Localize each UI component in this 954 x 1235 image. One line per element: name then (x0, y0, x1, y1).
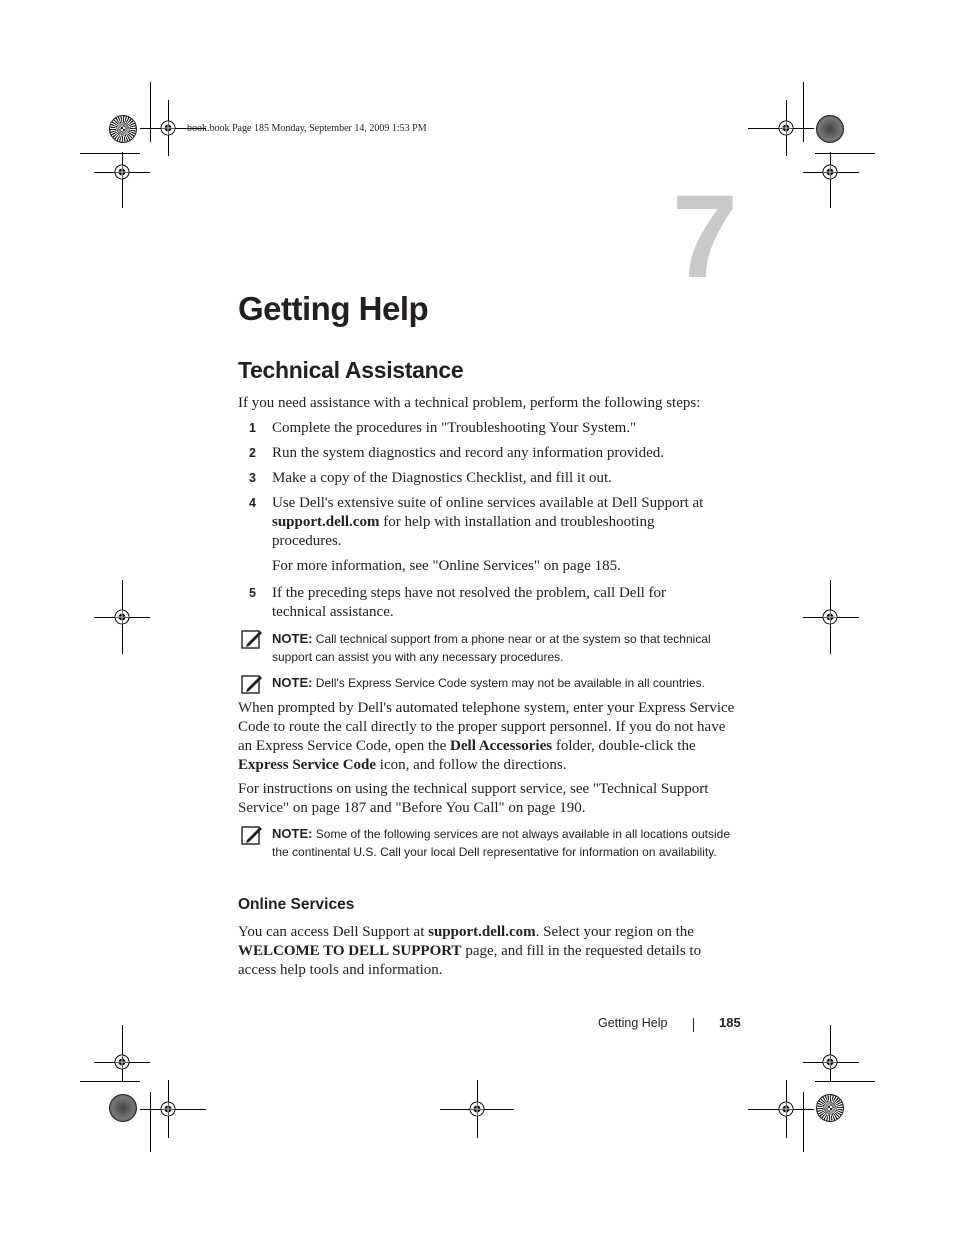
para-text: folder, double-click the (552, 738, 696, 754)
note-body: Some of the following services are not always available in all locations outside the continental U.S. Call your local Dell representative for information on availability. (272, 827, 731, 859)
note (272, 825, 732, 861)
registration-target-icon (111, 161, 133, 183)
registration-target-icon (157, 117, 179, 139)
step-text-part: Use Dell's extensive suite of online services available at Dell Support at (272, 495, 704, 511)
step-text: If the preceding steps have not resolved the problem, call Dell for technical assistance. (272, 585, 667, 620)
step-text: Make a copy of the Diagnostics Checklist, and fill it out. (272, 470, 612, 486)
step-text (272, 494, 722, 551)
star-target-icon (109, 115, 137, 143)
step-text: Complete the procedures in "Troubleshooting Your System." (272, 420, 637, 436)
registration-target-icon (466, 1098, 488, 1120)
express-code-paragraph (238, 699, 738, 775)
note (272, 630, 742, 666)
registration-target-icon (819, 1051, 841, 1073)
chapter-number: 7 (672, 171, 738, 303)
page-number: 185 (719, 1015, 741, 1030)
step-number: 3 (249, 471, 256, 485)
step-number: 4 (249, 496, 256, 510)
para-text: You can access Dell Support at (238, 924, 429, 940)
step-number: 5 (249, 586, 256, 600)
registration-target-icon (111, 606, 133, 628)
registration-target-icon (819, 161, 841, 183)
section-title: Technical Assistance (238, 357, 464, 383)
print-slug: book.book Page 185 Monday, September 14, 2009 1:53 PM (187, 123, 427, 134)
registration-target-icon (819, 606, 841, 628)
note-label: NOTE: (272, 826, 313, 841)
para-text: . Select your region on the (535, 924, 694, 940)
welcome-page-label: WELCOME TO DELL SUPPORT (238, 943, 462, 959)
gray-target-icon (816, 115, 844, 143)
step-more-info: For more information, see "Online Services" on page 185. (272, 558, 621, 574)
footer-chapter-label: Getting Help (598, 1016, 668, 1030)
instructions-paragraph: For instructions on using the technical support service, see "Technical Support Service" on page 187 and "Before You Call" on page 190. (238, 781, 709, 816)
para-text: When prompted by Dell's automated telephone system, enter your Express Service Code to route the call directly to the proper support personnel. If you do not have an Express Service Code, open the (238, 700, 735, 754)
registration-target-icon (111, 1051, 133, 1073)
online-services-paragraph (238, 923, 728, 980)
support-link[interactable]: support.dell.com (272, 514, 380, 530)
dell-accessories-folder: Dell Accessories (450, 738, 553, 754)
note-body: Call technical support from a phone near or at the system so that technical support can assist you with any necessary procedures. (272, 632, 711, 664)
registration-target-icon (775, 1098, 797, 1120)
gray-target-icon (109, 1094, 137, 1122)
registration-target-icon (775, 117, 797, 139)
note-pencil-icon (241, 628, 263, 650)
intro-paragraph: If you need assistance with a technical problem, perform the following steps: (238, 395, 701, 411)
note-label: NOTE: (272, 675, 313, 690)
star-target-icon (816, 1094, 844, 1122)
express-service-code-icon-label: Express Service Code (238, 757, 377, 773)
registration-target-icon (157, 1098, 179, 1120)
step-number: 1 (249, 421, 256, 435)
footer-divider (693, 1018, 694, 1032)
step-text: Run the system diagnostics and record any information provided. (272, 445, 664, 461)
step-number: 2 (249, 446, 256, 460)
note-pencil-icon (241, 824, 263, 846)
step-text-part: for help with installation and troubleshooting procedures. (272, 514, 655, 549)
support-link[interactable]: support.dell.com (428, 924, 536, 940)
note-body: Dell's Express Service Code system may not be available in all countries. (312, 676, 705, 690)
para-text: icon, and follow the directions. (376, 757, 567, 773)
chapter-title: Getting Help (238, 290, 429, 327)
para-text: page, and fill in the requested details to access help tools and information. (238, 943, 702, 978)
note-pencil-icon (241, 673, 263, 695)
note-label: NOTE: (272, 631, 313, 646)
online-services-title: Online Services (238, 896, 355, 913)
note (272, 674, 742, 692)
